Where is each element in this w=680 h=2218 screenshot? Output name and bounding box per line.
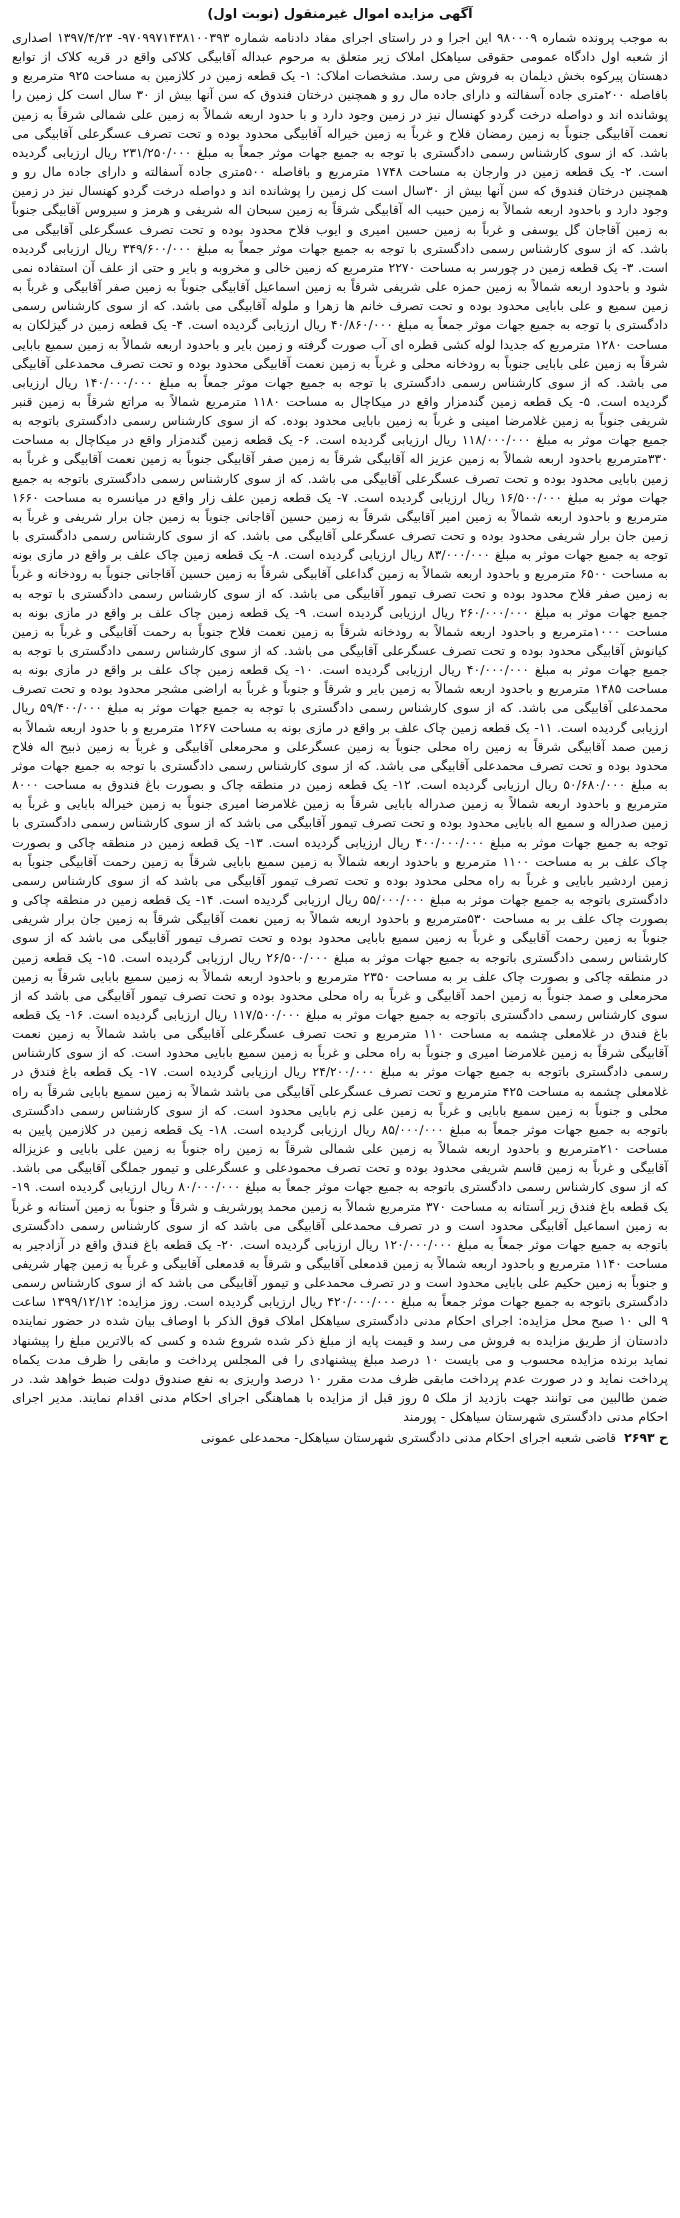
notice-code: ح ۲۶۹۳ (624, 1430, 668, 1446)
notice-signature: قاضی شعبه اجرای احکام مدنی دادگستری شهرستان سیاهکل- محمدعلی عمونی (200, 1430, 617, 1446)
notice-footer (12, 1428, 668, 1447)
notice-title: آگهی مزایده اموال غیرمنقول (نوبت اول) (207, 7, 473, 22)
notice-body: به موجب پرونده شماره ۹۸۰۰۰۹ این اجرا و در راستای اجرای مفاد دادنامه شماره ۹۷۰۹۹۷۱۴۳۸۱۰۰۳۹۳- ۱۳۹۷/۴/۲۳ اصداری از شعبه اول دادگاه عمومی حقوقی سیاهکل املاک زیر متعلق به مرحوم عبداله آقابیگی کلاکی واقع در قریه کلاک از توابع دهستان پیرکوه بخش دیلمان به فروش می رسد. مشخصات املاک: ۱- یک قطعه زمین در کلازمین به مساحت ۹۲۵ مترمربع و بافاصله ۲۰۰متری جاده آسفالته و دارای جاده مال رو و همچنین درختان فندوق که سن آنها بیش از ۳۰ سال است کل زمین را پوشانده اند و دواصله درخت گردو کهنسال نیز در زمین وجود دارد و با حدود اربعه شمالاً به زمین علی شمالی شرقاً به زمین نعمت آقابیگی جنوباً به زمین رمضان فلاح و غرباً به زمین خیراله آقابیگی محدود بوده و تحت تصرف عسگرعلی آقابیگی می باشد. که از سوی کارشناس رسمی دادگستری با توجه به جمیع جهات موثر جمعاً به مبلغ ۲۳۱/۲۵۰/۰۰۰ ریال ارزیابی گردیده است. ۲- یک قطعه زمین در وارجان به مساحت ۱۷۴۸ مترمربع و بافاصله ۵۰۰متری جاده آسفالته و دارای جاده مال رو و همچنین درختان فندوق که سن آنها بیش از ۳۰سال است کل زمین را پوشانده اند و دواصله درخت گردو کهنسال نیز در زمین وجود دارد و باحدود اربعه شمالاً به زمین حبیب اله آقابیگی شرقاً به زمین سبحان اله شریفی و هرمز و سیروس آقابیگی جنوباً به زمین آقاجان گل یوسفی و غرباً به زمین حسین امیری و ایوب فلاح محدود بوده و تحت تصرف عسگرعلی آقابیگی می باشد. که از سوی کارشناس رسمی دادگستری با توجه به جمیع جهات موثر جمعاً به مبلغ ۳۴۹/۶۰۰/۰۰۰ ریال ارزیابی گردیده است. ۳- یک قطعه زمین در چورسر به مساحت ۲۲۷۰ مترمربع که زمین خالی و مخروبه و بایر و حتی از علف آن استفاده نمی شود و باحدود اربعه شمالاً به زمین حمزه علی شریفی شرقاً به زمین اسماعیل آقابیگی جنوباً به زمین صفر آقابیگی و غرباً به زمین سمیع و علی بابایی محدود بوده و تحت تصرف خانم ها زهرا و ملوله آقابیگی می باشد. که از سوی کارشناس رسمی دادگستری با توجه به جمیع جهات موثر جمعاً به مبلغ ۴۰/۸۶۰/۰۰۰ ریال ارزیابی گردیده است. ۴- یک قطعه زمین در گیزلکان به مساحت ۱۲۸۰ مترمربع که جدیدا لوله کشی قطره ای آب صورت گرفته و زمین بایر و باحدود اربعه شمالاً به زمین سمیع بابایی شرقاً به زمین علی بابایی جنوباً به رودخانه محلی و غرباً به زمین نعمت آقابیگی محدود بوده و تحت تصرف محمدعلی آقابیگی می باشد. که از سوی کارشناس رسمی دادگستری با توجه به جمیع جهات موثر جمعاً به مبلغ ۱۴۰/۰۰۰/۰۰۰ ریال ارزیابی گردیده است. ۵- یک قطعه زمین گندمزار واقع در میکاچال به مساحت ۱۱۸۰ مترمربع شمالاً به مراتع شرقاً به زمین قنبر شریفی جنوباً به زمین غلامرضا امینی و غرباً به زمین بابایی محدود بوده. که از سوی کارشناس رسمی دادگستری باتوجه به جمیع جهات موثر به مبلغ ۱۱۸/۰۰۰/۰۰۰ ریال ارزیابی گردیده است. ۶- یک قطعه زمین گندمزار واقع در میکاچال به مساحت ۳۳۰مترمربع باحدود اربعه شمالاً به زمین عزیز اله آقابیگی شرقاً به زمین صفر آقابیگی جنوباً به زمین نعمت آقابیگی و غرباً به زمین بابایی محدود بوده و تحت تصرف عسگرعلی آقابیگی می باشد. که از سوی کارشناس رسمی دادگستری باتوجه به جمیع جهات موثر به مبلغ ۱۶/۵۰۰/۰۰۰ ریال ارزیابی گردیده است. ۷- یک قطعه زمین علف زار واقع در میانسره به مساحت ۱۶۶۰ مترمربع و باحدود اربعه شمالاً به زمین امیر آقابیگی شرقاً به زمین حسین آقاجانی جنوباً به زمین جان برار شریفی و غرباً به زمین جان برار شریفی محدود بوده و تحت تصرف عسگرعلی آقابیگی می باشد. که از سوی کارشناس رسمی دادگستری با توجه به جمیع جهات موثر به مبلغ ۸۳/۰۰۰/۰۰۰ ریال ارزیابی گردیده است. ۸- یک قطعه زمین چاک علف بر واقع در مازی بونه به مساحت ۶۵۰۰ مترمربع و باحدود اربعه شمالاً به زمین گداعلی آقابیگی شرقاً به زمین حسین آقاجانی جنوباً به رودخانه و غرباً به زمین صفر فلاح محدود بوده و تحت تصرف تیمور آقابیگی می باشد. که از سوی کارشناس رسمی دادگستری با توجه به جمیع جهات موثر به مبلغ ۲۶۰/۰۰۰/۰۰۰ ریال ارزیابی گردیده است. ۹- یک قطعه زمین چاک علف بر واقع در مازی بونه به مساحت ۱۰۰۰مترمربع و باحدود اربعه شمالاً به رودخانه شرقاً به زمین نعمت فلاح جنوباً به رحمت آقابیگی و غرباً به زمین کیانوش آقابیگی محدود بوده و تحت تصرف عسگرعلی آقابیگی می باشد. که از سوی کارشناس رسمی دادگستری با توجه به جمیع جهات موثر به مبلغ ۴۰/۰۰۰/۰۰۰ ریال ارزیابی گردیده است. ۱۰- یک قطعه زمین چاک علف بر واقع در مازی بونه به مساحت ۱۴۸۵ مترمربع و باحدود اربعه شمالاً به زمین بایر و شرقاً و جنوباً و غرباً به اراضی مشجر محدود بوده و تحت تصرف محمدعلی آقابیگی می باشد. که از سوی کارشناس رسمی دادگستری با توجه به جمیع جهات موثر به مبلغ ۵۹/۴۰۰/۰۰۰ ریال ارزیابی گردیده است. ۱۱- یک قطعه زمین چاک علف بر واقع در مازی بونه به مساحت ۱۲۶۷ مترمربع و با حدود اربعه شمالاً به زمین صمد آقابیگی شرقاً به زمین راه محلی جنوباً به زمین عسگرعلی و محرمعلی آقابیگی و غرباً به زمین ذبیح اله فلاح محدود بوده و تحت تصرف محمدعلی آقابیگی می باشد. که از سوی کارشناس رسمی دادگستری با توجه به جمیع جهات موثر به مبلغ ۵۰/۶۸۰/۰۰۰ ریال ارزیابی گردیده است. ۱۲- یک قطعه زمین در منطقه چاک و بصورت باغ فندوق به مساحت ۸۰۰۰ مترمربع و باحدود اربعه شمالاً به زمین صدراله بابایی شرقاً به زمین غلامرضا امیری جنوباً به زمین خیراله بابایی و غرباً به زمین صدراله و سمیع اله بابایی محدود بوده و تحت تصرف تیمور آقابیگی می باشد که از سوی کارشناس رسمی دادگستری با توجه به جمیع جهات موثر به مبلغ ۴۰۰/۰۰۰/۰۰۰ ریال ارزیابی گردیده است. ۱۳- یک قطعه زمین در منطقه چاکی و بصورت چاک علف بر به مساحت ۱۱۰۰ مترمربع و باحدود اربعه شمالاً به زمین سمیع بابایی شرقاً به زمین رحمت آقابیگی جنوباً به زمین اردشیر بابایی و غرباً به راه محلی محدود بوده و تحت تصرف تیمور آقابیگی می باشد که از سوی کارشناس رسمی دادگستری باتوجه به جمیع جهات موثر به مبلغ ۵۵/۰۰۰/۰۰۰ ریال ارزیابی گردیده است. ۱۴- یک قطعه زمین در منطقه چاکی و بصورت چاک علف بر به مساحت ۵۳۰مترمربع و باحدود اربعه شمالاً به زمین نعمت آقابیگی شرقاً به زمین جان برار شریفی جنوباً به زمین رحمت آقابیگی و غرباً به زمین سمیع بابایی محدود بوده و تحت تصرف تیمور آقابیگی می باشد که از سوی کارشناس رسمی دادگستری باتوجه به جمیع جهات موثر به مبلغ ۲۶/۵۰۰/۰۰۰ ریال ارزیابی گردیده است. ۱۵- یک قطعه زمین در منطقه چاکی و بصورت چاک علف بر به مساحت ۲۳۵۰ مترمربع و باحدود اربعه شمالاً به زمین سمیع بابایی شرقاً به زمین محرمعلی و صمد جنوباً به زمین احمد آقابیگی و غرباً به راه محلی محدود بوده و تحت تصرف تیمور آقابیگی می باشد که از سوی کارشناس رسمی دادگستری باتوجه به جمیع جهات موثر به مبلغ ۱۱۷/۵۰۰/۰۰۰ ریال ارزیابی گردیده است. ۱۶- یک قطعه باغ فندق در غلامعلی چشمه به مساحت ۱۱۰ مترمربع و تحت تصرف عسگرعلی آقابیگی می باشد شمالاً به زمین نعمت آقابیگی شرقاً به زمین غلامرضا امیری و جنوباً به راه محلی و غرباً به زمین سمیع بابایی محدود است. که از سوی کارشناس رسمی دادگستری باتوجه به جمیع جهات موثر به مبلغ ۲۴/۲۰۰/۰۰۰ ریال ارزیابی گردیده است. ۱۷- یک قطعه باغ فندق در غلامعلی چشمه به مساحت ۴۲۵ مترمربع و تحت تصرف عسگرعلی آقابیگی می باشد شمالاً به زمین سمیع بابایی شرقاً به راه محلی و جنوباً به زمین سمیع بابایی و غرباً به زمین علی زم بابایی محدود است. که از سوی کارشناس رسمی دادگستری باتوجه به جمیع جهات موثر جمعاً به مبلغ ۸۵/۰۰۰/۰۰۰ ریال ارزیابی گردیده است. ۱۸- یک قطعه زمین در کلازمین پایین به مساحت ۲۱۰مترمربع و باحدود اربعه شمالاً به زمین علی شمالی شرقاً به زمین راه جنوباً به زمین علی بابایی و عزیزاله آقابیگی و غرباً به زمین قاسم شریفی محدود بوده و تحت تصرف محمودعلی و عسگرعلی و تیمور جملگی آقابیگی می باشد. که از سوی کارشناس رسمی دادگستری باتوجه به جمیع جهات موثر جمعاً به مبلغ ۸۰/۰۰۰/۰۰۰ ریال ارزیابی گردیده است. ۱۹- یک قطعه باغ فندق زیر آستانه به مساحت ۳۷۰ مترمربع شمالاً به زمین محمد پورشریف و شرقاً و جنوباً به زمین آستانه و غرباً به زمین اسماعیل آقابیگی محدود است و در تصرف محمدعلی آقابیگی می باشد که از سوی کارشناس رسمی دادگستری باتوجه به جمیع جهات موثر جمعاً به مبلغ ۱۲۰/۰۰۰/۰۰۰ ریال ارزیابی گردیده است. ۲۰- یک قطعه باغ فندق واقع در آزادجیر به مساحت ۱۱۴۰ مترمربع و باحدود اربعه شمالاً به زمین قدمعلی آقابیگی و شرقاً به قدمعلی آقابیگی و غرباً به زمین چهار شریفی و جنوباً به زمین حکیم علی بابایی محدود است و در تصرف محمدعلی و تیمور آقابیگی می باشد که از سوی کارشناس رسمی دادگستری باتوجه به جمیع جهات موثر جمعاً به مبلغ ۴۲۰/۰۰۰/۰۰۰ ریال ارزیابی گردیده است. روز مزایده: ۱۳۹۹/۱۲/۱۲ ساعت ۹ الی ۱۰ صبح محل مزایده: اجرای احکام مدنی دادگستری سیاهکل املاک فوق الذکر با اوصاف بیان شده در حضور نماینده دادستان از طریق مزایده به فروش می رسد و قیمت پایه از مبلغ ذکر شده شروع شده و کسی که بالاترین مبلغ را پیشنهاد نماید برنده مزایده محسوب و می بایست ۱۰ درصد مبلغ پیشنهادی را فی المجلس پرداخت و مابقی را ظرف مدت یکماه پرداخت نماید و در صورت عدم پرداخت مابقی ظرف مدت مقرر ۱۰ درصد واریزی به نفع صندوق دولت ضبط خواهد شد. در ضمن طالبین می توانند جهت بازدید از ملک ۵ روز قبل از مزایده با هماهنگی اجرای احکام مدنی اقدام نمایند. مدیر اجرای احکام مدنی دادگستری شهرستان سیاهکل - پورمند (12, 30, 669, 1425)
